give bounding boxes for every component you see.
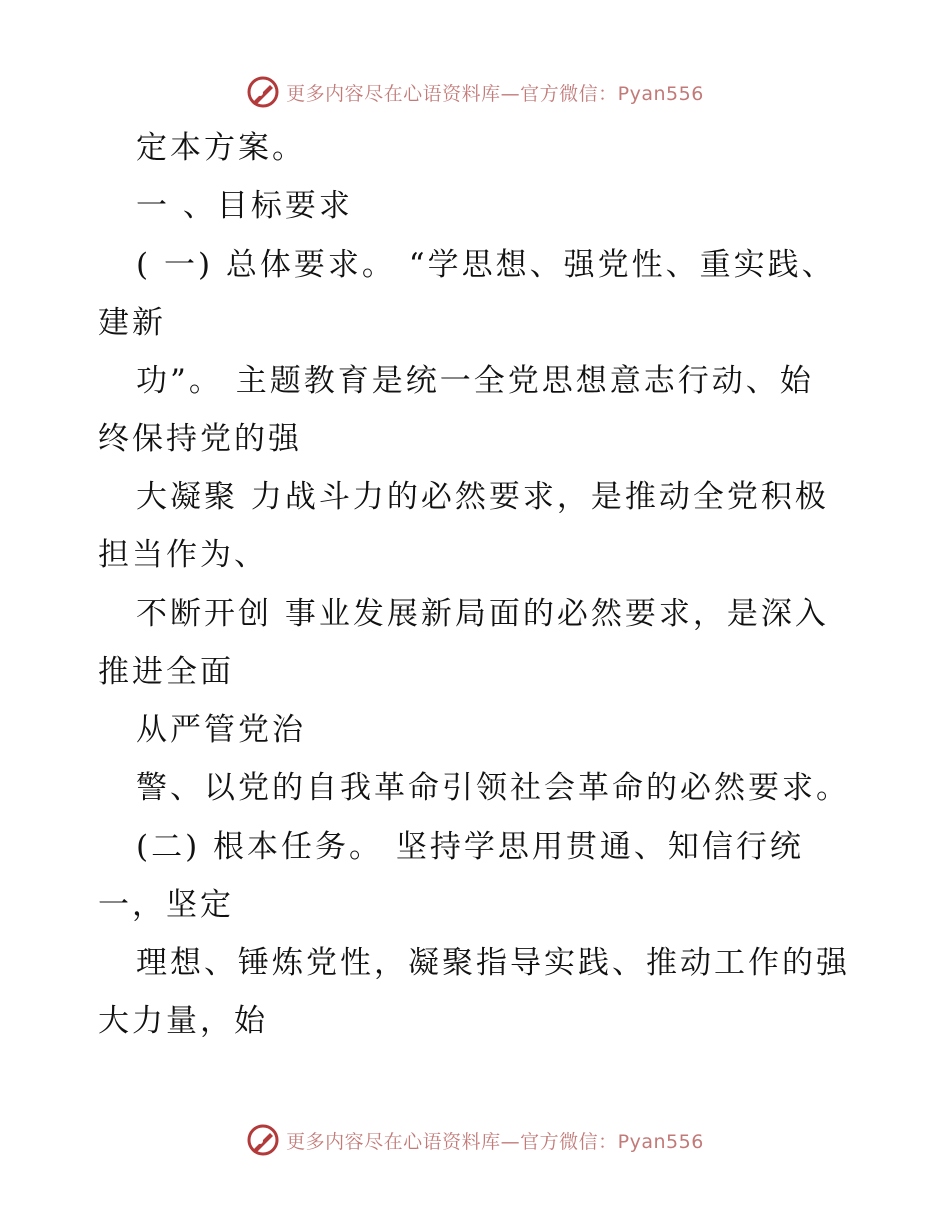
text-line: 推进全面	[98, 654, 234, 690]
text-line: 大力量，始	[98, 1003, 268, 1039]
section-heading: 一 、目标要求	[136, 188, 353, 224]
text-line: ( 一) 总体要求。 “学思想、强党性、重实践、	[136, 247, 836, 283]
watermark-text: 更多内容尽在心语资料库—官方微信：Pyan556	[286, 1130, 704, 1153]
pen-logo-icon	[246, 75, 280, 109]
text-line: 一，坚定	[98, 887, 234, 923]
text-line: 不断开创 事业发展新局面的必然要求，是深入	[136, 596, 829, 632]
text-line: 功”。 主题教育是统一全党思想意志行动、始	[136, 363, 814, 399]
text-line: 理想、锤炼党性，凝聚指导实践、推动工作的强	[136, 945, 850, 981]
text-line: 担当作为、	[98, 537, 268, 573]
text-line: 大凝聚 力战斗力的必然要求，是推动全党积极	[136, 479, 829, 515]
footer-watermark	[0, 1120, 950, 1160]
text-line: 从严管党治	[136, 712, 306, 748]
watermark-text: 更多内容尽在心语资料库—官方微信：Pyan556	[286, 82, 704, 105]
pen-logo-icon	[246, 1123, 280, 1157]
text-line: 建新	[98, 305, 166, 341]
text-line: 警、以党的自我革命引领社会革命的必然要求。	[136, 770, 850, 806]
text-line: (二) 根本任务。 坚持学思用贯通、知信行统	[136, 829, 804, 865]
text-line: 定本方案。	[136, 130, 306, 166]
text-line: 终保持党的强	[98, 421, 302, 457]
header-watermark	[0, 72, 950, 112]
